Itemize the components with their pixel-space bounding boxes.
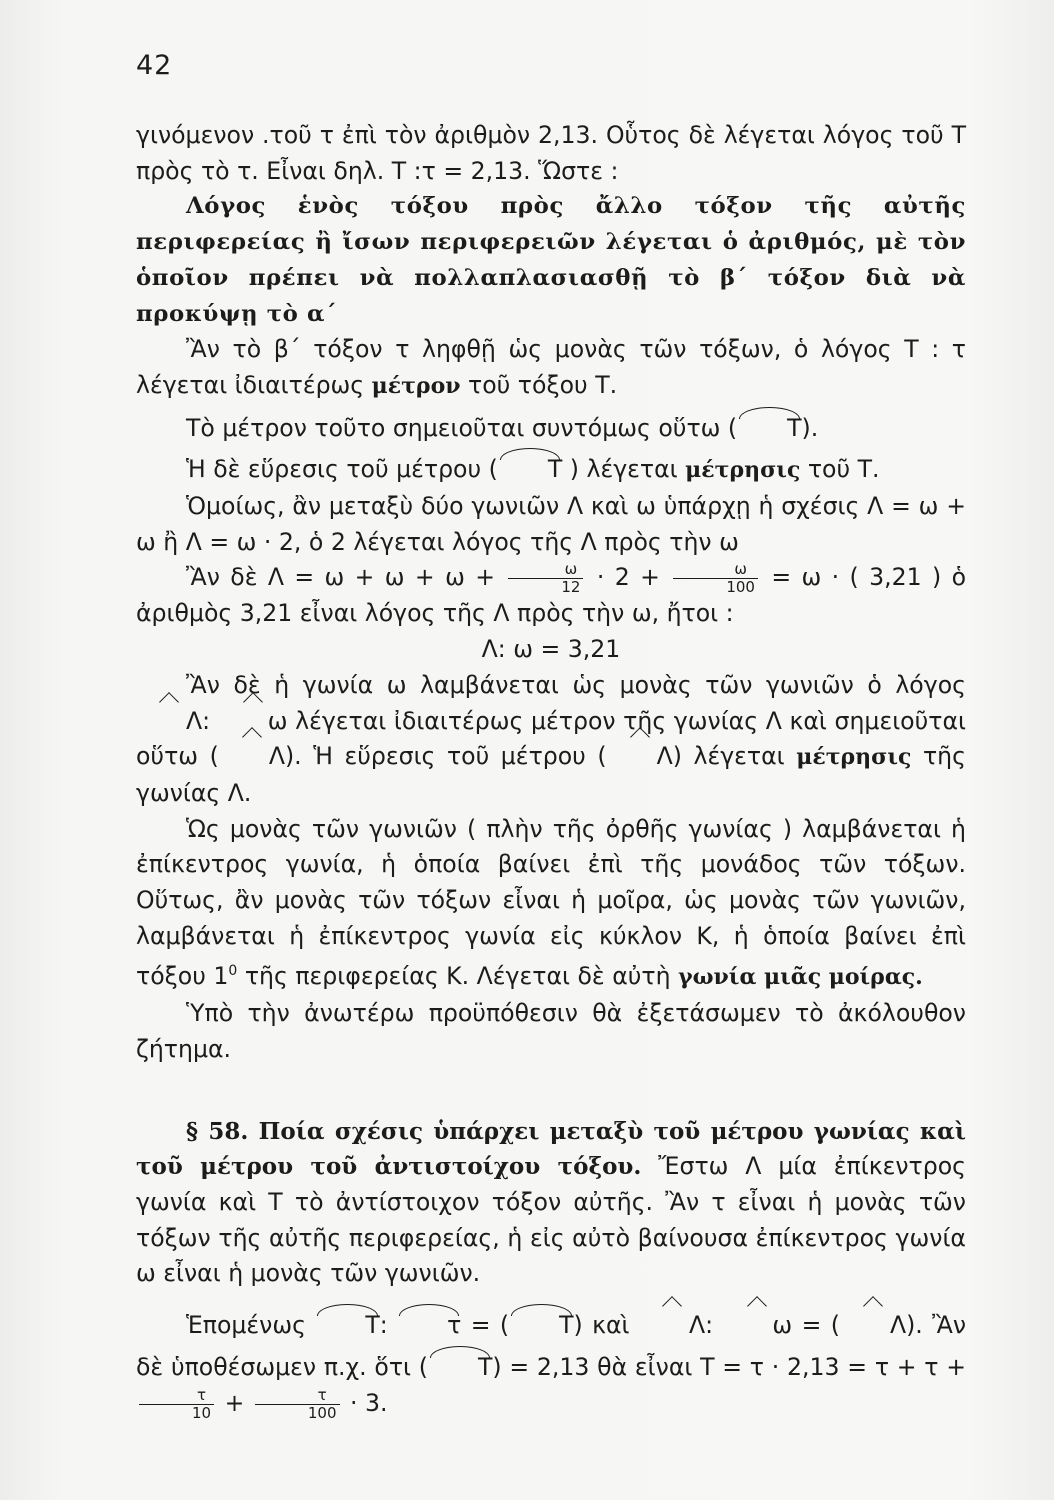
arc-symbol: Τ	[315, 1302, 379, 1344]
section-heading: § 58. Ποία σχέσις ὑπάρχει μεταξὺ τοῦ μέτρου γωνίας καὶ τοῦ μέτρου τοῦ ἀντιστοίχου τόξου.	[136, 1117, 966, 1181]
paragraph-transition: Ὑπὸ τὴν ἀνωτέρω προϋπόθεσιν θὰ ἐξετάσωμεν τὸ ἀκόλουθον ζήτημα.	[136, 999, 966, 1063]
paragraph-unit-angle: Ὡς μονὰς τῶν γωνιῶν ( πλὴν τῆς ὀρθῆς γωνίας ) λαμβάνεται ἡ ἐπίκεντρος γωνία, ἡ ὁποία βαίνει ἐπὶ τῆς μονάδος τῶν τόξων. Οὕτως, ἂν μονὰς τῶν τόξων εἶναι ἡ μοῖρα, ὡς μονὰς τῶν γωνιῶν, λαμβάνεται ἡ ἐπίκεντρος γωνία εἰς κύκλον Κ, ἡ ὁποία βαίνει ἐπὶ τόξου $1^0$ τῆς περιφερείας Κ. Λέγεται δὲ αὐτὴ γωνία μιᾶς μοίρας.	[136, 814, 966, 991]
angle-symbol: Λ	[136, 704, 202, 740]
angle-symbol: Λ	[840, 1308, 906, 1344]
page-number: 42	[136, 50, 173, 81]
paragraph-measurement: Ἡ δὲ εὕρεσις τοῦ μέτρου ( Τ ) λέγεται μέτρησις τοῦ Τ.	[136, 446, 966, 489]
section-58: § 58. Ποία σχέσις ὑπάρχει μεταξὺ τοῦ μέτρου γωνίας καὶ τοῦ μέτρου τοῦ ἀντιστοίχου τόξου. Ἔστω Λ μία ἐπίκεντρος γωνία καὶ Τ τὸ ἀντίστοιχον τόξον αὐτῆς. Ἂν τ εἶναι ἡ μονὰς τῶν τόξων τῆς αὐτῆς περιφερείας, ἡ εἰς αὐτὸ βαίνουσα ἐπίκεντρος γωνία ω εἶναι ἡ μονὰς τῶν γωνιῶν.	[136, 1117, 967, 1288]
arc-symbol: Τ	[737, 405, 801, 447]
fraction: $\frac{\omega}{12}$	[508, 561, 583, 596]
ratio-equation: Λ: ω = 3,21	[481, 635, 621, 664]
paragraph-measure: Ἂν τὸ β΄ τόξον τ ληφθῇ ὡς μονὰς τῶν τόξων, ὁ λόγος Τ : τ λέγεται ἰδιαιτέρως μέτρον τοῦ τόξου Τ.	[136, 335, 966, 399]
paragraph-ratio-example: Ἂν δὲ Λ = ω + ω + ω + $\frac{\omega}{12}$ · 2 + $\frac{\omega}{100}$ = ω · ( 3,21 ) ὁ ἀριθμὸς 3,21 εἶναι λόγος τῆς Λ πρὸς τὴν ω, ἤτοι :	[136, 560, 967, 628]
fraction: $\frac{\tau}{100}$	[255, 1387, 340, 1422]
ratio-definition: Λόγος ἑνὸς τόξου πρὸς ἄλλο τόξον τῆς αὐτῆς περιφερείας ἢ ἴσων περιφερειῶν λέγεται ὁ ἀριθμός, μὲ τὸν ὁποῖον πρέπει νὰ πολλαπλασιασθῇ τὸ β΄ τόξον διὰ νὰ προκύψῃ τὸ α΄	[136, 193, 966, 327]
angle-symbol: Λ	[219, 739, 285, 775]
angle-symbol: ω	[722, 1308, 792, 1344]
angle-symbol: Λ	[607, 739, 673, 775]
angle-symbol: ω	[218, 704, 288, 740]
fraction: $\frac{\tau}{10}$	[139, 1387, 214, 1422]
paragraph-notation: Τὸ μέτρον τοῦτο σημειοῦται συντόμως οὕτω ( Τ).	[136, 405, 966, 447]
arc-symbol: Τ	[428, 1344, 492, 1386]
arc-symbol: Τ	[498, 446, 562, 488]
arc-symbol: τ	[397, 1302, 461, 1344]
angle-symbol: Λ	[639, 1308, 705, 1344]
fraction: $\frac{\omega}{100}$	[673, 561, 758, 596]
paragraph-intro: γινόμενον .τοῦ τ ἐπὶ τὸν ἀριθμὸν 2,13. Οὗτος δὲ λέγεται λόγος τοῦ Τ πρὸς τὸ τ. Εἶναι δηλ. Τ :τ = 2,13. Ὥστε :	[136, 121, 967, 185]
paragraph-conclusion: Ἑπομένως Τ: τ = ( Τ) καὶ Λ: ω = ( Λ). Ἂν δὲ ὑποθέσωμεν π.χ. ὅτι ( Τ) = 2,13 θὰ εἶναι Τ = τ · 2,13 = τ + τ + $\frac{\tau}{10}$ + $\frac{\tau}{100}$ · 3.	[136, 1302, 966, 1421]
page-body	[136, 118, 966, 1422]
paragraph-angle-measure: Ἂν δὲ ἡ γωνία ω λαμβάνεται ὡς μονὰς τῶν γωνιῶν ὁ λόγος Λ: ω λέγεται ἰδιαιτέρως μέτρον τῆς γωνίας Λ καὶ σημειοῦται οὕτω ( Λ). Ἡ εὕρεσις τοῦ μέτρου ( Λ) λέγεται μέτρησις τῆς γωνίας Λ.	[136, 670, 967, 807]
paragraph-angles: Ὁμοίως, ἂν μεταξὺ δύο γωνιῶν Λ καὶ ω ὑπάρχῃ ἡ σχέσις Λ = ω + ω ἢ Λ = ω · 2, ὁ 2 λέγεται λόγος τῆς Λ πρὸς τὴν ω	[136, 492, 966, 556]
arc-symbol: Τ	[509, 1302, 573, 1344]
